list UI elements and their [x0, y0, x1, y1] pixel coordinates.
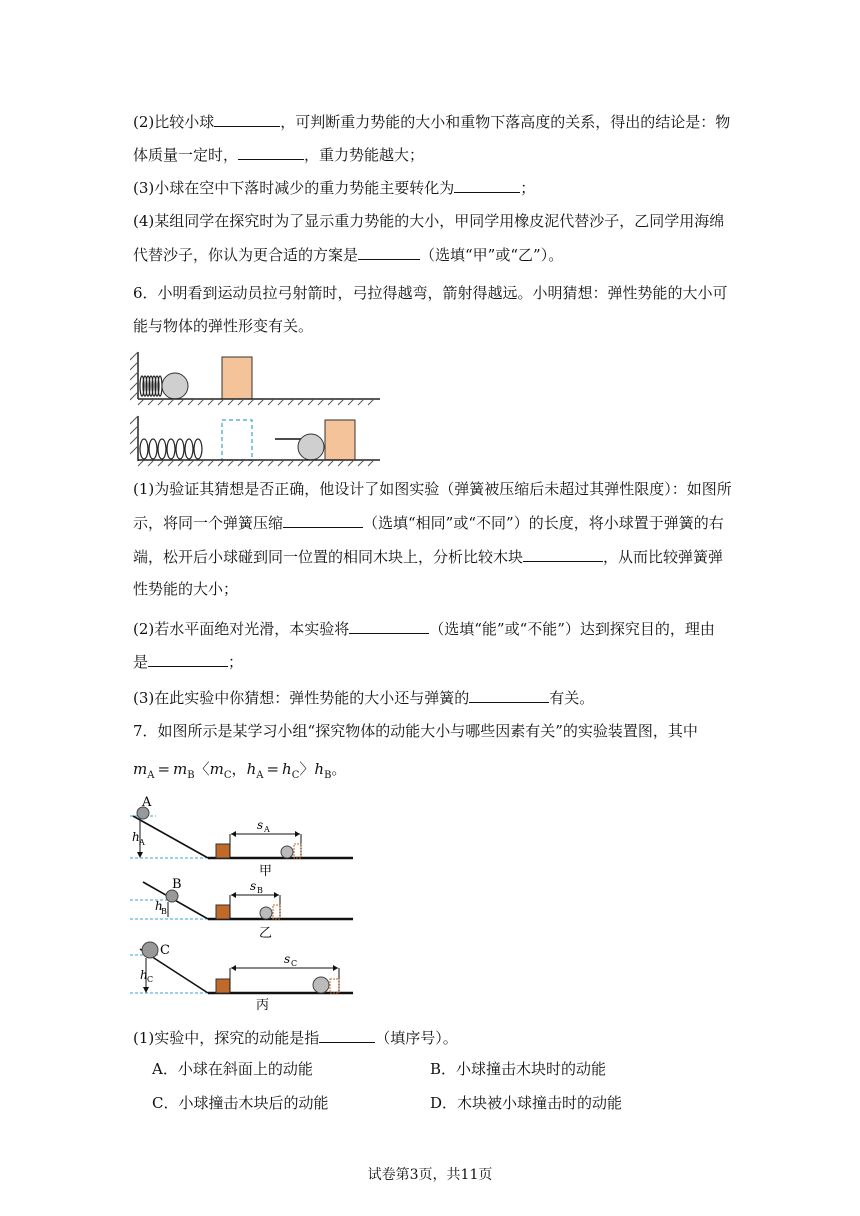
option-d[interactable]: D．木块被小球撞击时的动能	[430, 1094, 623, 1112]
caption: 乙	[259, 926, 273, 941]
text: （选填“甲”或“乙”）。	[420, 246, 564, 264]
block	[216, 905, 230, 919]
q6-part1-line3	[133, 545, 723, 568]
ball	[162, 373, 188, 399]
text: 端，松开后小球碰到同一位置的相同木块上，分析比较木块	[133, 548, 524, 566]
q6-part1-line1: (1)为验证其猜想是否正确，他设计了如图实验（弹簧被压缩后未超过其弹性限度）：如图所	[133, 480, 732, 498]
ball	[281, 846, 293, 858]
text: (2)若水平面绝对光滑，本实验将	[133, 620, 350, 638]
q6-part2-line1	[133, 617, 715, 640]
text: (3)在此实验中你猜想：弹性势能的大小还与弹簧的	[133, 689, 470, 707]
text: （选填“能”或“不能”）达到探究目的，理由	[429, 620, 715, 638]
text: ；	[520, 179, 536, 197]
text: ，可判断重力势能的大小和重物下落高度的关系，得出的结论是：物	[280, 113, 731, 131]
ball	[260, 907, 272, 919]
distance-subscript: B	[257, 886, 263, 895]
q6-part2-line2	[133, 650, 243, 673]
option-a[interactable]: A．小球在斜面上的动能	[152, 1060, 313, 1078]
answer-blank[interactable]	[319, 1026, 375, 1043]
ball-label-c: C	[160, 943, 170, 958]
text: (2)比较小球	[133, 113, 215, 131]
answer-blank[interactable]	[148, 650, 228, 667]
text: 代替沙子，你认为更合适的方案是	[133, 246, 359, 264]
text: （填序号）。	[375, 1029, 458, 1047]
spring-experiment-figure	[130, 346, 382, 468]
ball	[313, 977, 329, 993]
ball-label-a: A	[142, 796, 152, 810]
distance-label: s	[250, 879, 257, 893]
caption: 甲	[259, 864, 273, 879]
ball-c	[142, 942, 158, 958]
q5-part4-line1: (4)某组同学在探究时为了显示重力势能的大小，甲同学用橡皮泥代替沙子，乙同学用海绵	[133, 212, 725, 230]
text: ，重力势能越大；	[304, 146, 425, 164]
distance-label: s	[257, 818, 264, 832]
wooden-block	[325, 420, 355, 460]
option-c[interactable]: C．小球撞击木块后的动能	[152, 1094, 329, 1112]
kinetic-energy-experiment-figure	[128, 796, 360, 1012]
ball	[298, 434, 324, 460]
answer-blank[interactable]	[523, 545, 603, 562]
distance-label: s	[284, 952, 291, 966]
text: 示，将同一个弹簧压缩	[133, 514, 284, 532]
answer-blank[interactable]	[469, 686, 549, 703]
distance-subscript: C	[291, 959, 298, 968]
text: 是	[133, 653, 149, 671]
text: ，从而比较弹簧弹	[603, 548, 724, 566]
caption: 丙	[256, 998, 270, 1012]
text: （选填“相同”或“不同”）的长度，将小球置于弹簧的右	[363, 514, 724, 532]
ball-label-b: B	[172, 877, 182, 892]
q7-part1	[133, 1026, 458, 1049]
answer-blank[interactable]	[238, 143, 304, 160]
height-subscript: C	[147, 975, 154, 984]
option-b[interactable]: B．小球撞击木块时的动能	[430, 1060, 607, 1078]
distance-subscript: A	[264, 825, 270, 834]
height-label: h	[132, 830, 140, 844]
height-subscript: A	[139, 838, 145, 847]
relaxed-spring	[140, 439, 202, 459]
text: ；	[228, 653, 244, 671]
q6-stem-line1: 6．小明看到运动员拉弓射箭时，弓拉得越弯，箭射得越远。小明猜想：弹性势能的大小可	[133, 284, 728, 302]
q5-part2-line1	[133, 110, 730, 133]
wooden-block	[222, 357, 252, 399]
block	[216, 844, 230, 858]
compressed-spring	[140, 376, 162, 396]
q5-part2-line2	[133, 143, 424, 166]
q7-formula: $m_A = m_B$〈$m_C$，$h_A = h_C$〉$h_B$。	[133, 760, 347, 781]
q6-part1-line4: 性势能的大小；	[133, 580, 239, 598]
answer-blank[interactable]	[283, 511, 363, 528]
answer-blank[interactable]	[349, 617, 429, 634]
q6-part1-line2	[133, 511, 724, 534]
q6-stem-line2: 能与物体的弹性形变有关。	[133, 317, 314, 335]
answer-blank[interactable]	[358, 243, 420, 260]
q7-stem: 7．如图所示是某学习小组“探究物体的动能大小与哪些因素有关”的实验装置图，其中	[133, 722, 698, 740]
text: (3)小球在空中下落时减少的重力势能主要转化为	[133, 179, 455, 197]
q5-part4-line2	[133, 243, 563, 266]
height-label: h	[140, 968, 148, 982]
q5-part3	[133, 176, 535, 199]
height-label: h	[155, 899, 163, 913]
height-subscript: B	[161, 907, 167, 916]
answer-blank[interactable]	[454, 176, 520, 193]
text: 体质量一定时，	[133, 146, 239, 164]
block	[216, 979, 230, 993]
answer-blank[interactable]	[214, 110, 280, 127]
original-block-position	[222, 420, 252, 460]
text: 有关。	[549, 689, 595, 707]
q6-part3	[133, 686, 594, 709]
text: (1)实验中，探究的动能是指	[133, 1029, 320, 1047]
page-footer: 试卷第3页，共11页	[367, 1167, 493, 1183]
